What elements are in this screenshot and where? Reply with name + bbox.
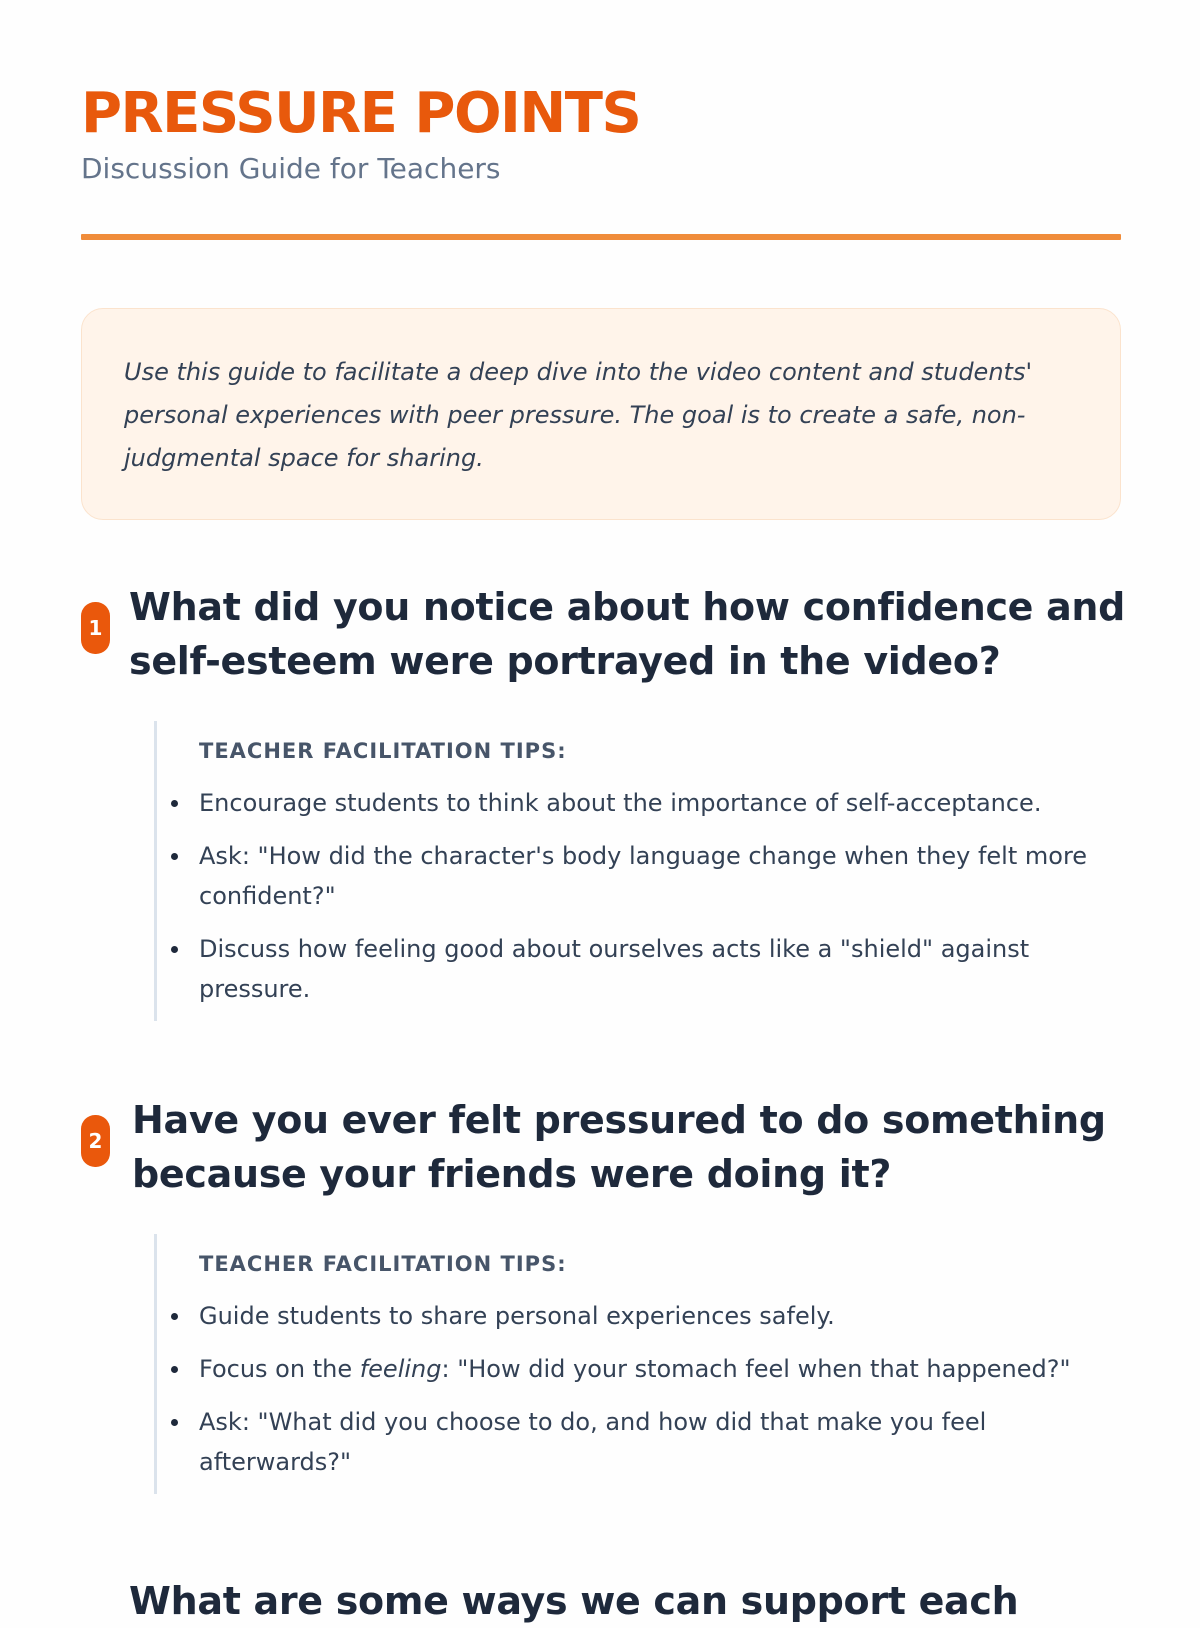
intro-text: Use this guide to facilitate a deep dive into the video content and students' personal experiences with peer pressure. The goal is to create a safe, non-judgmental space for sharing. bbox=[124, 358, 1033, 472]
question-title: Have you ever felt pressured to do something because your friends were doing it? bbox=[132, 1098, 1106, 1196]
tip-prefix: Focus on the bbox=[199, 1355, 360, 1383]
tips-list bbox=[199, 783, 1139, 1009]
tips-list bbox=[199, 1296, 1139, 1482]
list-item: Guide students to share personal experiences safely. bbox=[199, 1296, 1139, 1336]
list-item: Discuss how feeling good about ourselves acts like a "shield" against pressure. bbox=[199, 929, 1139, 1009]
question-title: What did you notice about how confidence and self-esteem were portrayed in the video? bbox=[129, 585, 1126, 683]
facilitation-tips bbox=[154, 1234, 1139, 1494]
title-divider bbox=[81, 234, 1121, 240]
list-item bbox=[199, 1349, 1139, 1389]
question-number-badge: 1 bbox=[81, 602, 110, 654]
facilitation-tips bbox=[154, 721, 1139, 1021]
tip-emphasis: feeling bbox=[359, 1355, 442, 1383]
document-subtitle: Discussion Guide for Teachers bbox=[81, 152, 501, 185]
list-item: Ask: "What did you choose to do, and how did that make you feel afterwards?" bbox=[199, 1402, 1139, 1482]
question-3-title: What are some ways we can support each bbox=[129, 1579, 1019, 1623]
tips-heading: TEACHER FACILITATION TIPS: bbox=[199, 739, 567, 763]
tip-suffix: : "How did your stomach feel when that happened?" bbox=[441, 1355, 1071, 1383]
tips-heading: TEACHER FACILITATION TIPS: bbox=[199, 1252, 567, 1276]
question-number-badge: 2 bbox=[81, 1115, 110, 1167]
list-item: Encourage students to think about the importance of self-acceptance. bbox=[199, 783, 1139, 823]
intro-callout bbox=[81, 308, 1121, 520]
document-title: PRESSURE POINTS bbox=[81, 81, 641, 146]
list-item: Ask: "How did the character's body language change when they felt more confident?" bbox=[199, 836, 1139, 916]
